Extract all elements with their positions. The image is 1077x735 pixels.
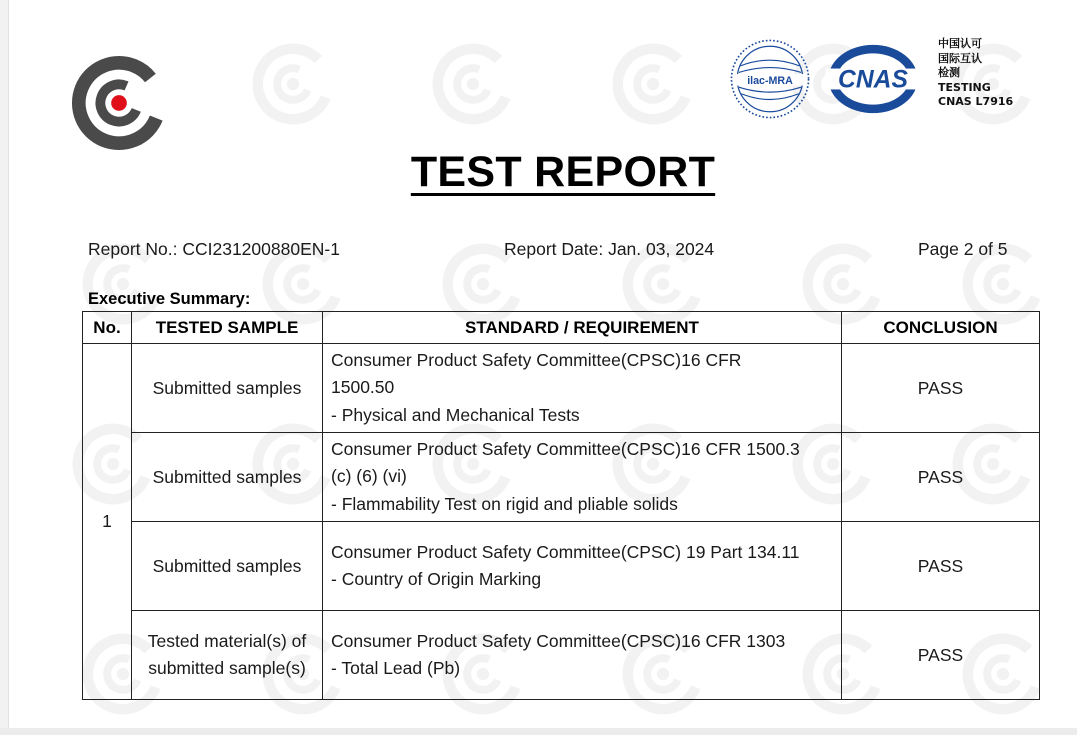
standard-line: Consumer Product Safety Committee(CPSC) 19 Part 134.11 [331, 541, 800, 562]
standard-line: Consumer Product Safety Committee(CPSC)16 CFR [331, 349, 742, 370]
standard-line: (c) (6) (vi) [331, 466, 407, 487]
conclusion-cell: PASS [842, 344, 1040, 433]
tested-sample-cell [132, 344, 323, 433]
table-row [83, 522, 1040, 611]
standard-line: - Flammability Test on rigid and pliable solids [331, 493, 678, 514]
page-number: Page 2 of 5 [918, 239, 1008, 259]
company-logo [70, 53, 168, 153]
conclusion-cell: PASS [842, 522, 1040, 611]
ilac-mra-logo [729, 38, 811, 120]
executive-summary-heading: Executive Summary: [88, 290, 251, 308]
report-title: TEST REPORT [410, 148, 716, 196]
standard-cell [323, 611, 842, 700]
watermark-mark [609, 40, 697, 128]
column-header-standard: STANDARD / REQUIREMENT [323, 312, 842, 344]
row-number: 1 [83, 344, 132, 700]
conclusion-cell: PASS [842, 433, 1040, 522]
report-number: Report No.: CCI231200880EN-1 [88, 239, 340, 259]
table-row [83, 433, 1040, 522]
sample-line: Submitted samples [152, 466, 302, 487]
report-date: Report Date: Jan. 03, 2024 [504, 239, 715, 259]
svg-text:ilac-MRA: ilac-MRA [747, 74, 793, 87]
standard-line: - Total Lead (Pb) [331, 658, 461, 678]
table-row [83, 344, 1040, 433]
sample-line: Submitted samples [152, 377, 302, 398]
conclusion-cell: PASS [842, 611, 1040, 700]
sample-line: Tested material(s) of [147, 631, 307, 651]
accreditation-line: CNAS L7916 [938, 95, 1014, 108]
standard-cell [323, 522, 842, 611]
standard-cell [323, 344, 842, 433]
sample-line: Submitted samples [152, 555, 302, 576]
cnas-logo [825, 42, 921, 116]
column-header-no: No. [83, 312, 132, 344]
accreditation-text [938, 37, 1048, 110]
column-header-conclusion: CONCLUSION [842, 312, 1040, 344]
accreditation-line: 中国认可 [938, 37, 982, 50]
tested-sample-cell [132, 433, 323, 522]
standard-cell [323, 433, 842, 522]
table-row [83, 611, 1040, 700]
accreditation-line: 检测 [938, 66, 960, 79]
standard-line: 1500.50 [331, 377, 395, 398]
standard-line: Consumer Product Safety Committee(CPSC)16 CFR 1500.3 [331, 438, 800, 459]
report-page [8, 0, 1077, 728]
svg-text:CNAS: CNAS [838, 66, 908, 94]
standard-line: Consumer Product Safety Committee(CPSC)16 CFR 1303 [331, 630, 786, 651]
column-header-tested-sample: TESTED SAMPLE [132, 312, 323, 344]
tested-sample-cell [132, 611, 323, 700]
accreditation-line: TESTING [938, 80, 991, 94]
watermark-mark [249, 40, 337, 128]
accreditation-line: 国际互认 [938, 51, 982, 65]
executive-summary-table [82, 311, 1040, 700]
viewer-bottom-edge [0, 728, 1077, 735]
standard-line: - Country of Origin Marking [331, 569, 542, 589]
watermark-mark [429, 40, 517, 128]
table-header-row [83, 312, 1040, 344]
tested-sample-cell [132, 522, 323, 611]
sample-line: submitted sample(s) [148, 658, 306, 678]
standard-line: - Physical and Mechanical Tests [331, 404, 580, 425]
